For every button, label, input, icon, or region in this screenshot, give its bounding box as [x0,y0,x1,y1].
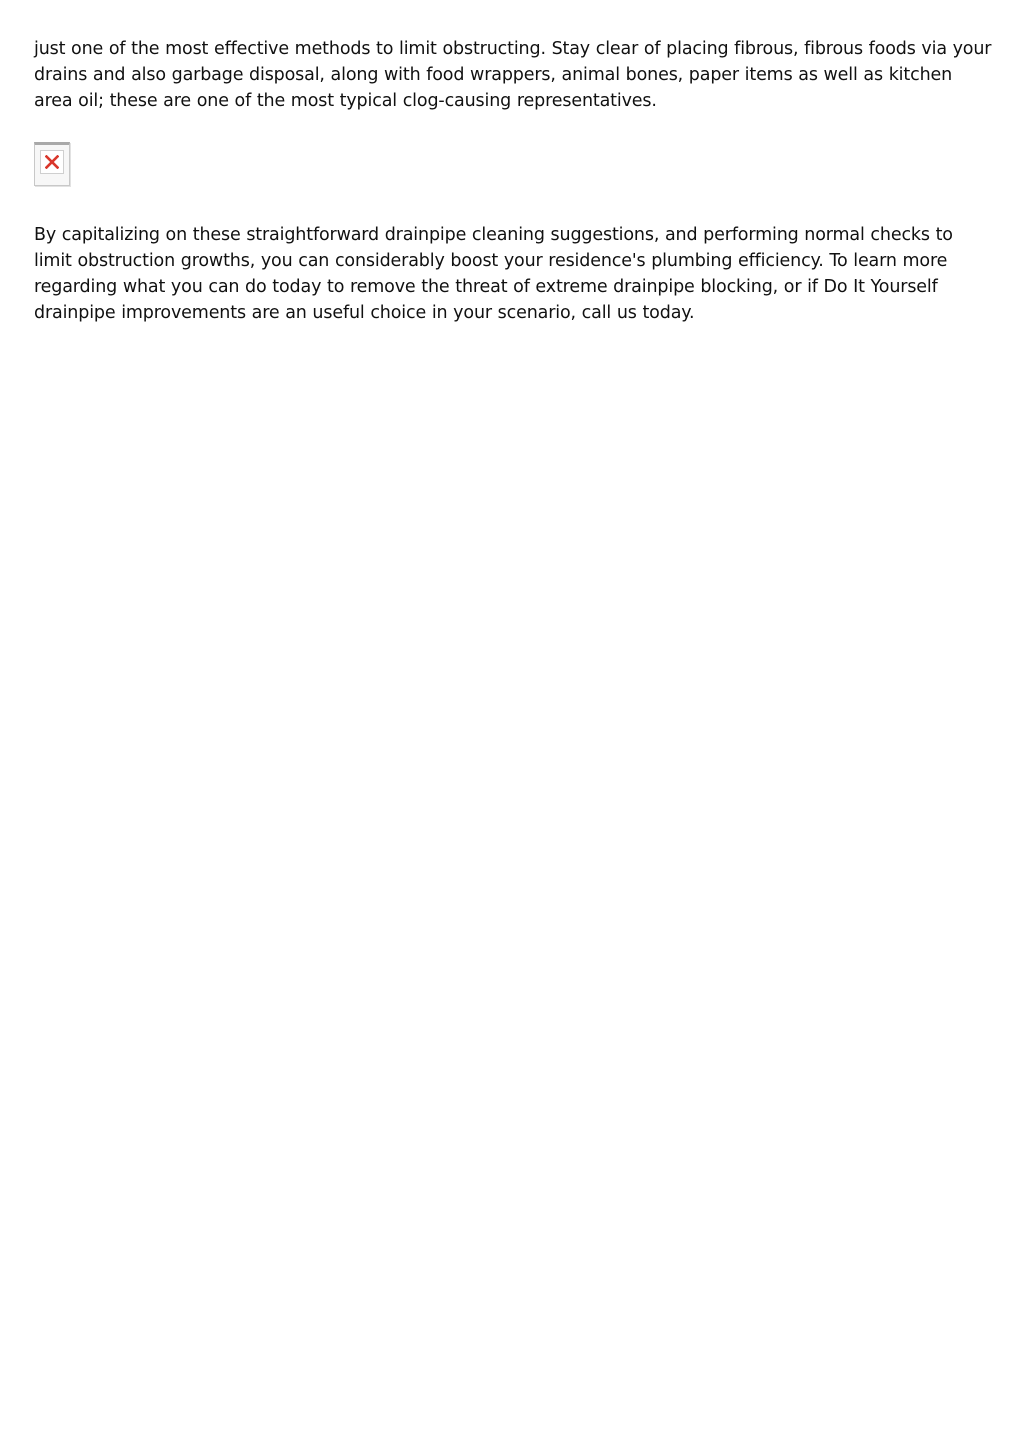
broken-image-icon [34,142,70,186]
body-paragraph-2: By capitalizing on these straightforward drainpipe cleaning suggestions, and performing normal checks to limit obstruction growths, you can considerably boost your residence's plumbing efficiency. To learn more regarding what you can do today to remove the threat of extreme drainpipe blocking, or if Do It Yourself drainpipe improvements are an useful choice in your scenario, call us today. [34,225,953,323]
document-page [34,36,994,326]
body-paragraph-1: just one of the most effective methods to limit obstructing. Stay clear of placing fibrous, fibrous foods via your drains and also garbage disposal, along with food wrappers, animal bones, paper items as well as kitchen area oil; these are one of the most typical clog-causing representatives. [34,39,992,111]
image-frame [40,150,64,174]
red-x-icon [45,155,59,169]
